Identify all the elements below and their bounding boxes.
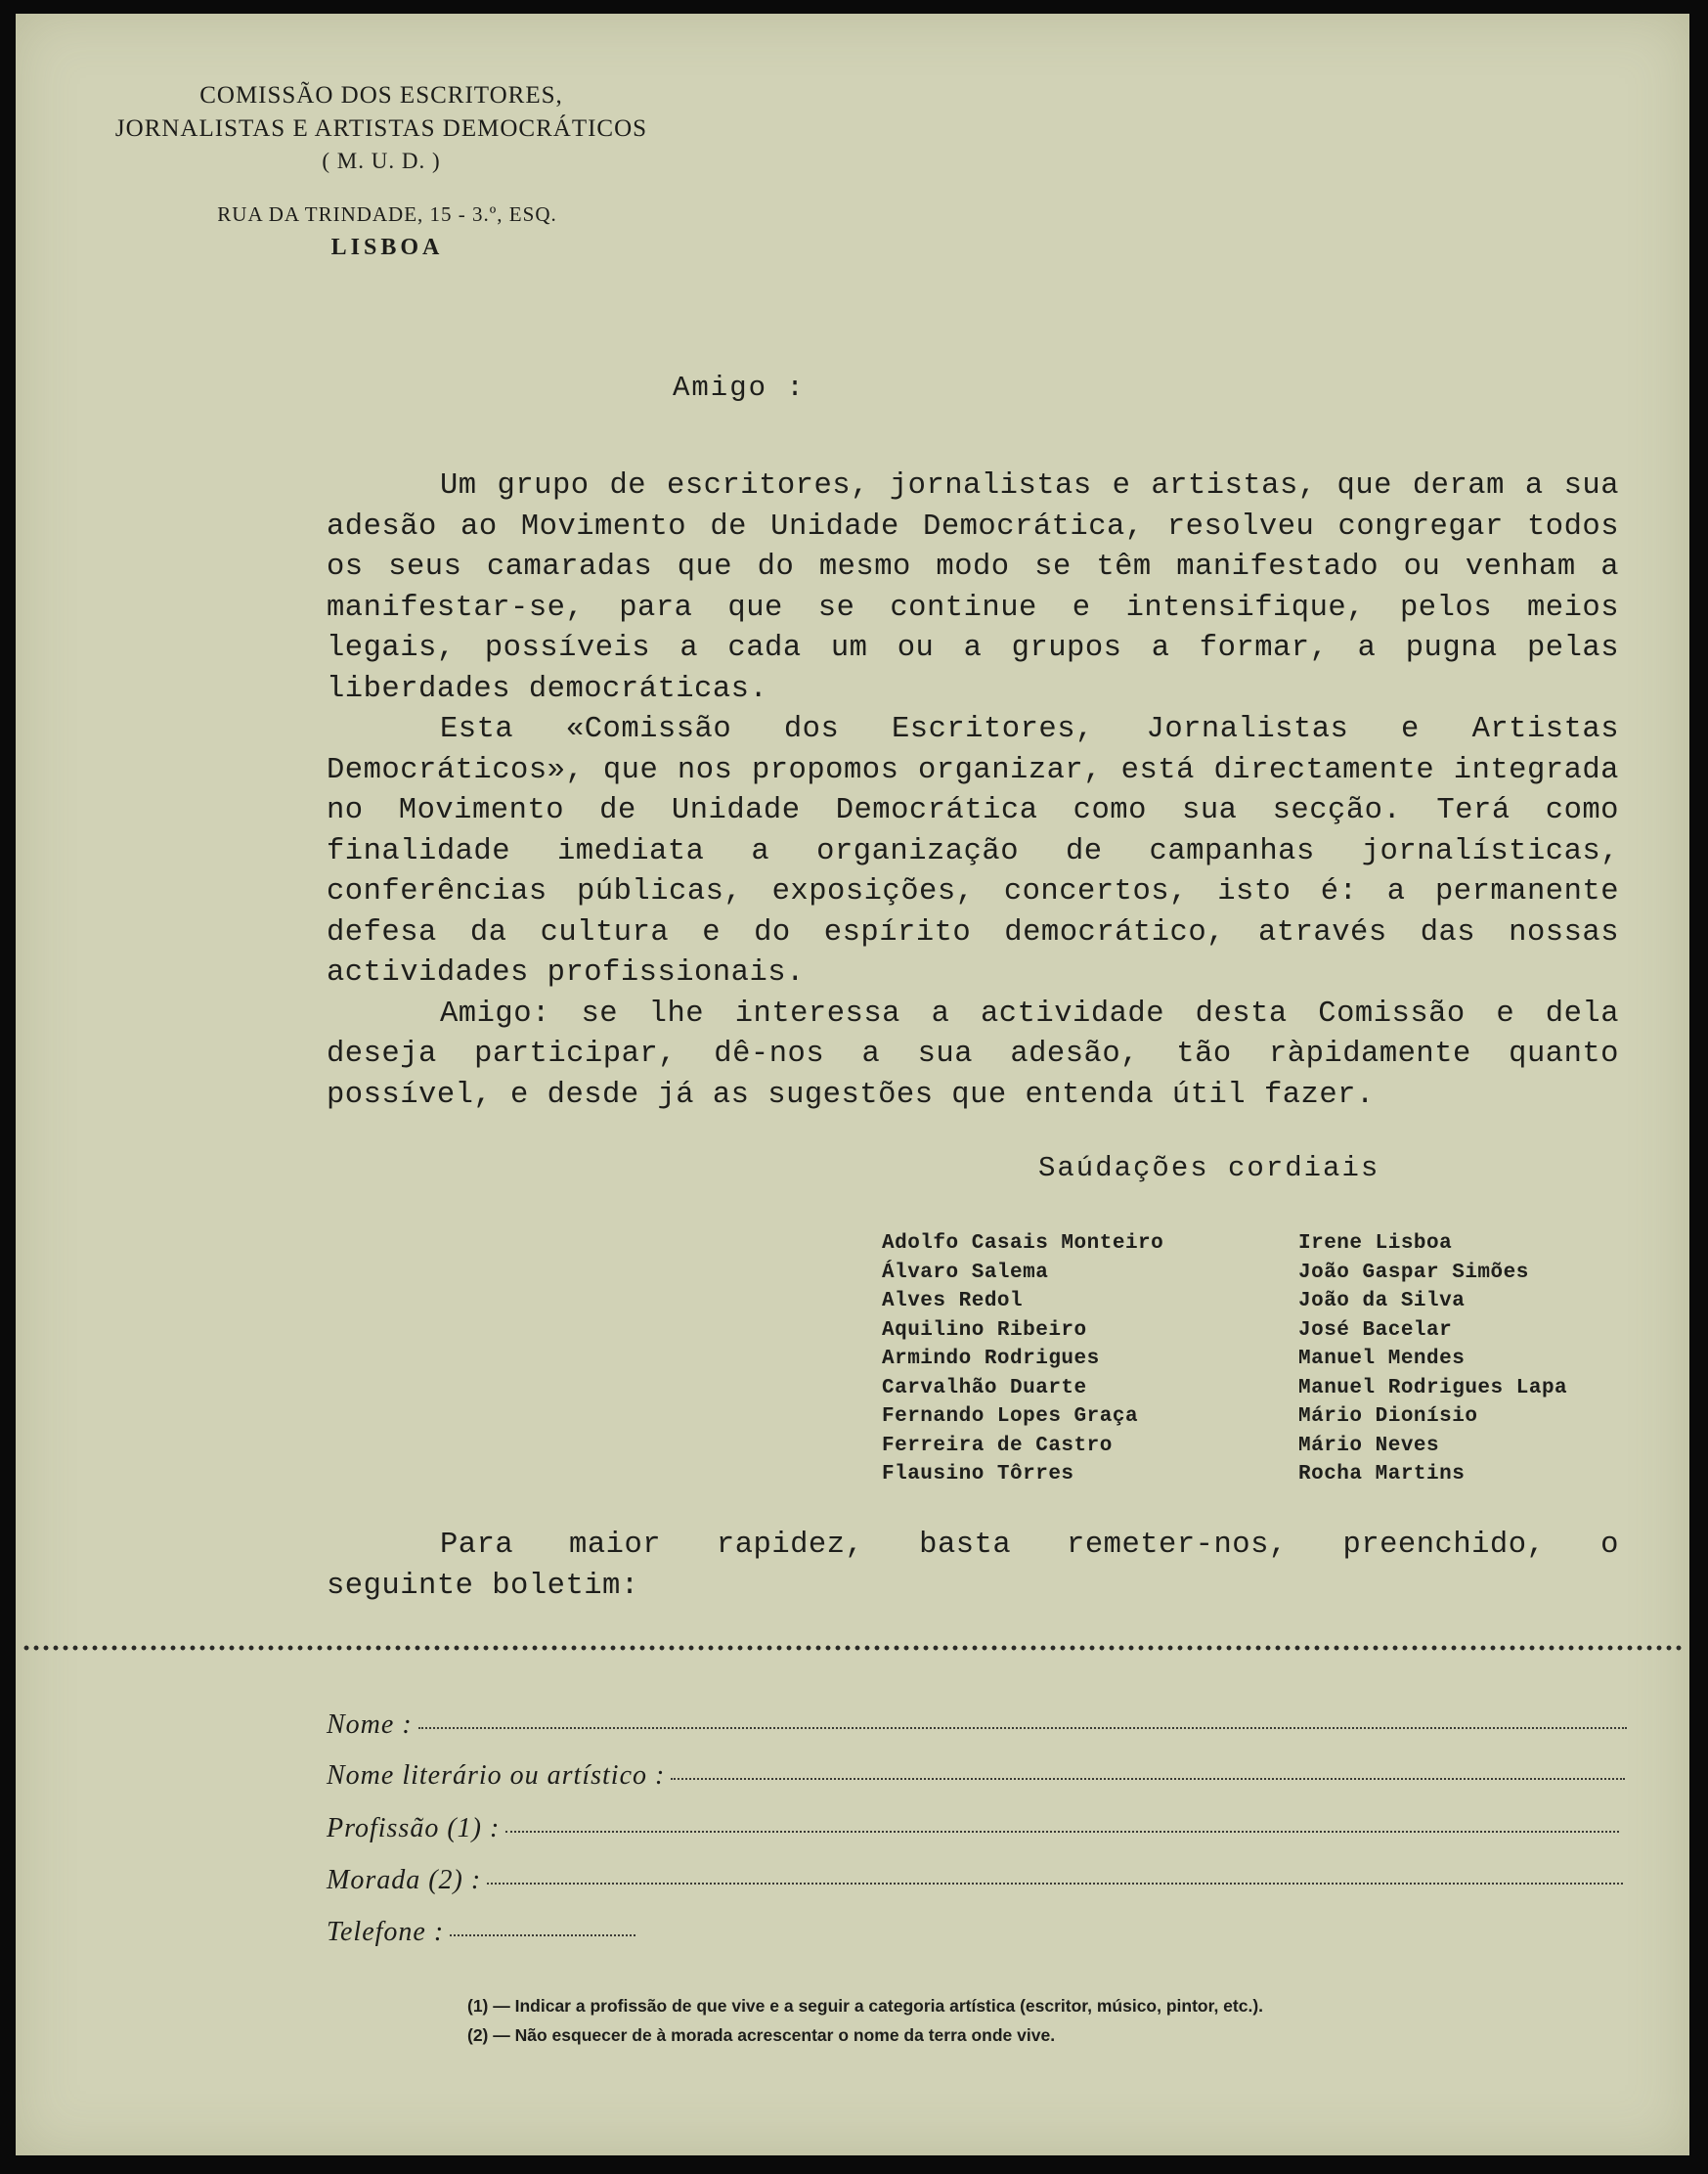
letter-body [327,466,1619,1116]
address-label: Morada (2) : [327,1865,482,1895]
signatories-left [882,1229,1163,1489]
signatory: Carvalhão Duarte [882,1376,1087,1399]
name-label: Nome : [327,1709,413,1740]
footnotes [467,1991,1263,2050]
signatory: Irene Lisboa [1298,1232,1453,1255]
address-field[interactable] [327,1865,1623,1896]
phone-input-line[interactable] [450,1933,635,1936]
signatory: Manuel Mendes [1298,1348,1466,1370]
paragraph-3: Amigo: se lhe interessa a actividade desta Comissão e dela deseja participar, dê-nos a sua adesão, tão ràpidamente quanto possível, e desde já as sugestões que entenda útil fazer. [327,997,1619,1112]
profession-input-line[interactable] [505,1830,1619,1833]
literary-name-field[interactable] [327,1760,1625,1792]
phone-field[interactable] [327,1917,1623,1948]
letterhead-address [172,202,602,261]
city: LISBOA [330,235,444,260]
signatory: Álvaro Salema [882,1261,1049,1284]
signatory: João da Silva [1298,1290,1466,1312]
greeting: Amigo : [673,372,806,404]
form-instruction [327,1526,1619,1607]
signatory: Flausino Tôrres [882,1463,1074,1486]
signatory: Rocha Martins [1298,1463,1466,1486]
instruction-line-1: Para maior rapidez, basta remeter-nos, preenchido, o [440,1529,1619,1562]
letterhead-line-3: ( M. U. D. ) [322,149,441,173]
signatory: Aquilino Ribeiro [882,1318,1087,1342]
perforation-line [22,1645,1684,1651]
signatory: Fernando Lopes Graça [882,1405,1139,1428]
street-address: RUA DA TRINDADE, 15 - 3.º, ESQ. [217,202,557,226]
signatory: Adolfo Casais Monteiro [882,1232,1164,1255]
paragraph-2: Esta «Comissão dos Escritores, Jornalistas e Artistas Democráticos», que nos propomos organizar, está directamente integrada no Movimento de Unidade Democrática como sua secção. Terá como finalidade imediata a organização de campanhas jornalísticas, conferências públicas, exposições, concertos, isto é: a permanente defesa da cultura e do espírito democrático, através das nossas actividades profissionais. [327,713,1619,990]
literary-name-input-line[interactable] [671,1777,1625,1780]
signatory: Manuel Rodrigues Lapa [1298,1376,1568,1399]
signatory: João Gaspar Simões [1298,1261,1529,1284]
signatory: Alves Redol [882,1290,1024,1312]
signatories-right [1298,1229,1567,1489]
signatory: Mário Neves [1298,1434,1440,1457]
name-field[interactable] [327,1709,1627,1741]
name-input-line[interactable] [418,1726,1627,1729]
paragraph-1: Um grupo de escritores, jornalistas e artistas, que deram a sua adesão ao Movimento de Unidade Democrática, resolveu congregar todos os seus camaradas que do mesmo modo se têm manifestado ou venham a manifestar-se, para que se continue e intensifique, pelos meios legais, possíveis a cada um ou a grupos a formar, a pugna pelas liberdades democráticas. [327,469,1619,706]
closing: Saúdações cordiais [1038,1152,1380,1184]
literary-name-label: Nome literário ou artístico : [327,1760,666,1791]
signatory: Mário Dionísio [1298,1405,1478,1428]
letterhead-line-1: COMISSÃO DOS ESCRITORES, [199,82,563,109]
phone-label: Telefone : [327,1917,445,1947]
signatory: Armindo Rodrigues [882,1348,1100,1370]
footnote-2: (2) — Não esquecer de à morada acrescentar o nome da terra onde vive. [467,2025,1056,2045]
footnote-1: (1) — Indicar a profissão de que vive e a seguir a categoria artística (escritor, músico, pintor, etc.). [467,1996,1264,2016]
profession-label: Profissão (1) : [327,1813,501,1843]
profession-field[interactable] [327,1813,1619,1844]
instruction-line-2: seguinte boletim: [327,1569,639,1603]
letterhead-line-2: JORNALISTAS E ARTISTAS DEMOCRÁTICOS [114,115,648,142]
signatory: Ferreira de Castro [882,1434,1113,1457]
address-input-line[interactable] [487,1882,1623,1885]
signatory: José Bacelar [1298,1318,1453,1342]
